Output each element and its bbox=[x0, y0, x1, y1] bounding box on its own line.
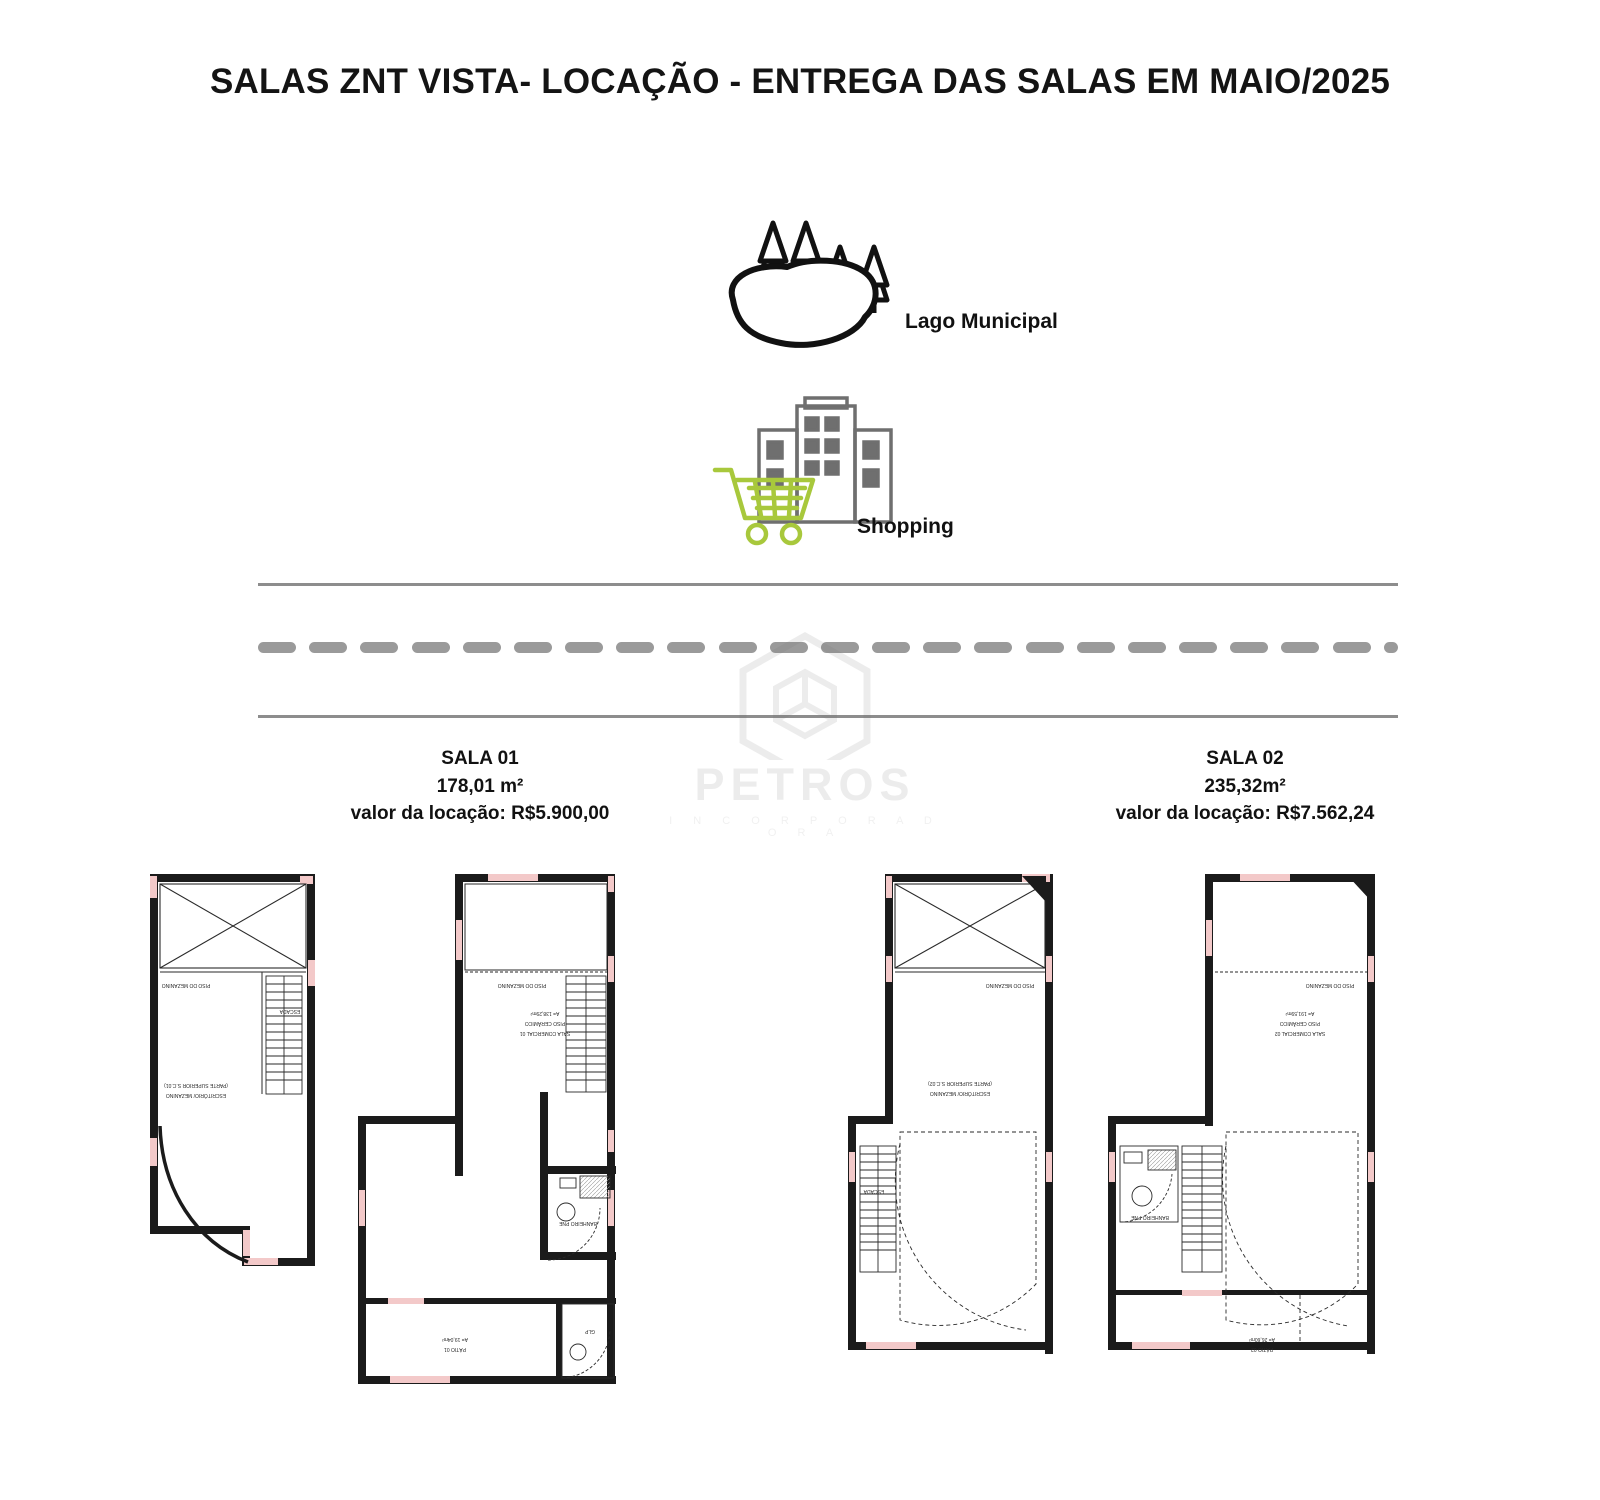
floorplan-drawings bbox=[0, 860, 1600, 1460]
sala02-upper-note: PISO DO MEZANINO bbox=[985, 982, 1035, 988]
sala02-stair-label: ESCADA bbox=[863, 1188, 885, 1194]
road-dash bbox=[667, 642, 705, 653]
watermark-tagline: I N C O R P O R A D O R A bbox=[669, 815, 941, 839]
sala-01-price: valor da locação: R$5.900,00 bbox=[350, 803, 610, 825]
road-center-dashes bbox=[258, 641, 1398, 653]
shopping-icon bbox=[705, 392, 1125, 567]
sala01-ground-area: A= 138,29m² bbox=[530, 1010, 560, 1016]
watermark-brand: PETROS bbox=[694, 759, 916, 810]
sala01-upper-subcaption: (PARTE SUPERIOR S.C.01) bbox=[164, 1082, 228, 1088]
road-dash bbox=[1026, 642, 1064, 653]
road-dash bbox=[309, 642, 347, 653]
lake-icon bbox=[715, 205, 1115, 375]
road-dash bbox=[565, 642, 603, 653]
road-dash bbox=[1179, 642, 1217, 653]
sala02-upper-caption: ESCRITÓRIO/ MEZANINO bbox=[929, 1090, 991, 1096]
road-dash bbox=[1384, 642, 1398, 653]
sala01-ground-subcaption: PISO CERÂMICO bbox=[524, 1020, 566, 1026]
floorplan-svg bbox=[0, 860, 1600, 1460]
sala-02-area: 235,32m² bbox=[1204, 775, 1286, 797]
road-dash bbox=[1077, 642, 1115, 653]
sala01-stair-label: ESCADA bbox=[279, 1008, 301, 1014]
sala-02-name: SALA 02 bbox=[1206, 748, 1284, 769]
sala-02-info bbox=[1090, 745, 1400, 828]
road-dash bbox=[719, 642, 757, 653]
sala02-ground-subcaption: PISO CERÂMICO bbox=[1279, 1020, 1321, 1026]
sala01-upper-note: PISO DO MEZANINO bbox=[161, 982, 211, 988]
sala-02-price: valor da locação: R$7.562,24 bbox=[1115, 803, 1375, 825]
road-dash bbox=[923, 642, 961, 653]
sala-01-info bbox=[330, 745, 630, 828]
sala02-patio-label: PÁTIO 02 bbox=[1251, 1346, 1273, 1352]
sala02-ground-plan bbox=[1108, 874, 1375, 1354]
sala02-upper-plan bbox=[848, 874, 1053, 1354]
shopping-label: Shopping bbox=[857, 515, 954, 538]
sala01-patio-label: PÁTIO 01 bbox=[444, 1346, 466, 1352]
sala02-ground-caption: SALA COMERCIAL 02 bbox=[1274, 1030, 1326, 1036]
lake-label: Lago Municipal bbox=[905, 310, 1058, 333]
shopping-map-marker bbox=[705, 392, 1125, 567]
sala01-glp-label: GLP bbox=[584, 1328, 596, 1334]
road-dash bbox=[1230, 642, 1268, 653]
sala02-upper-subcaption: (PARTE SUPERIOR S.C.02) bbox=[928, 1080, 992, 1086]
road-dash bbox=[514, 642, 552, 653]
sala01-upper-caption: ESCRITÓRIO/ MEZANINO bbox=[165, 1092, 227, 1098]
road-dash bbox=[872, 642, 910, 653]
road-dash bbox=[1128, 642, 1166, 653]
sala01-ground-plan bbox=[358, 874, 616, 1384]
road-dash bbox=[1281, 642, 1319, 653]
road-dash bbox=[974, 642, 1012, 653]
sala01-bath-label: BANHEIRO PNE bbox=[559, 1220, 597, 1226]
road-dash bbox=[1333, 642, 1371, 653]
road-dash bbox=[770, 642, 808, 653]
sala02-ground-note: PISO DO MEZANINO bbox=[1305, 982, 1355, 988]
sala01-upper-plan bbox=[150, 874, 315, 1266]
road-dash bbox=[463, 642, 501, 653]
road-dash bbox=[616, 642, 654, 653]
sala01-patio-area: A= 19,04m² bbox=[442, 1336, 468, 1342]
road-dash bbox=[821, 642, 859, 653]
sala01-ground-caption: SALA COMERCIAL 01 bbox=[519, 1030, 571, 1036]
sala-01-name: SALA 01 bbox=[441, 748, 519, 769]
road-graphic bbox=[258, 575, 1398, 725]
sala02-patio-area: A= 26,60m² bbox=[1249, 1336, 1275, 1342]
sala01-ground-note: PISO DO MEZANINO bbox=[497, 982, 547, 988]
road-dash bbox=[360, 642, 398, 653]
road-edge-bottom bbox=[258, 715, 1398, 718]
sala02-bath-label: BANHEIRO PNE bbox=[1131, 1214, 1169, 1220]
road-dash bbox=[412, 642, 450, 653]
road-edge-top bbox=[258, 583, 1398, 586]
page-title: SALAS ZNT VISTA- LOCAÇÃO - ENTREGA DAS SALAS EM MAIO/2025 bbox=[209, 62, 1391, 101]
road-dash bbox=[258, 642, 296, 653]
sala-01-area: 178,01 m² bbox=[436, 775, 524, 797]
sala02-ground-area: A= 191,59m² bbox=[1285, 1010, 1315, 1016]
lake-map-marker bbox=[715, 205, 1115, 375]
